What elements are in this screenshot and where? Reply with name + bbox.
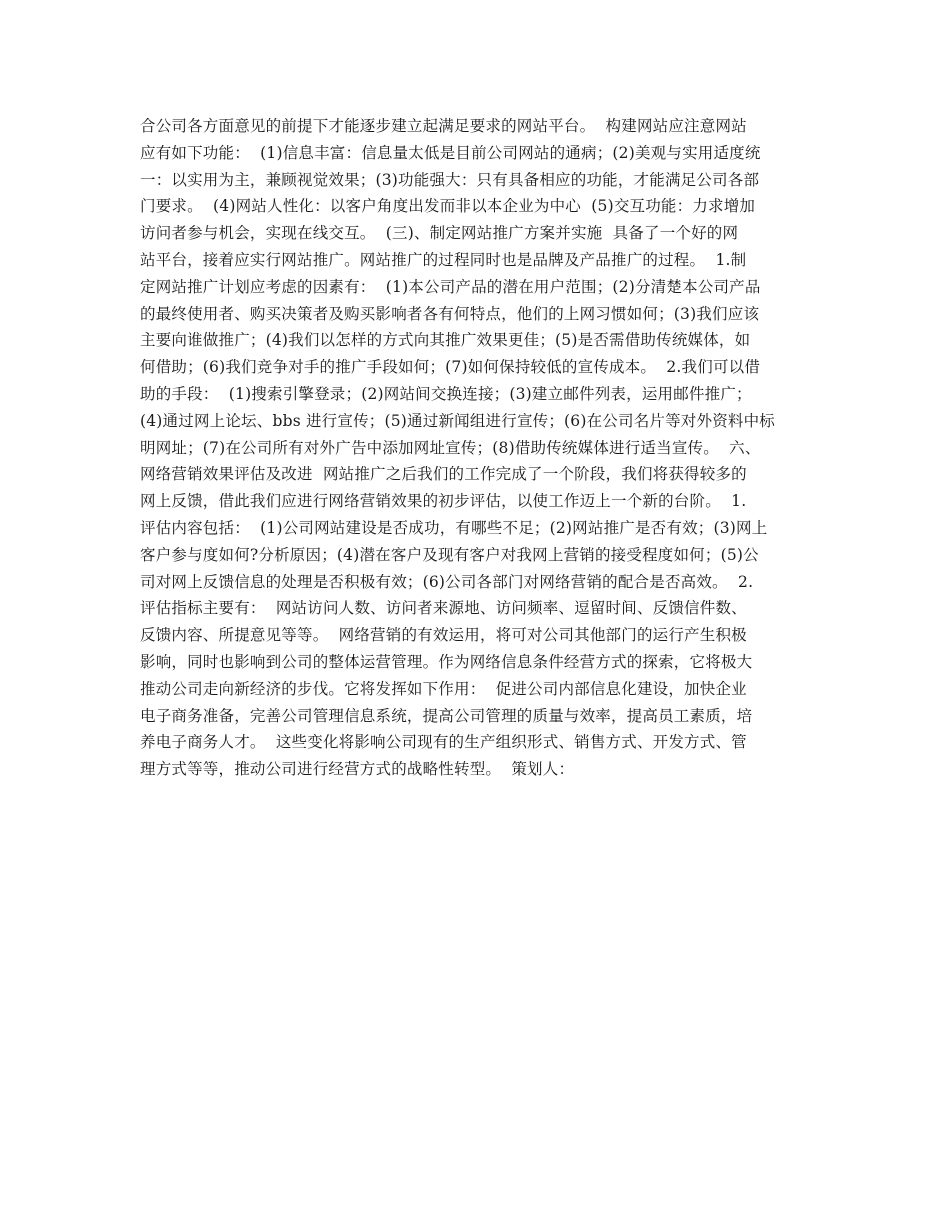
text-line: 访问者参与机会，实现在线交互。 (三)、制定网站推广方案并实施 具备了一个好的网 <box>140 224 739 243</box>
text-line: 推动公司走向新经济的步伐。它将发挥如下作用： 促进公司内部信息化建设，加快企业 <box>140 679 747 698</box>
body-text <box>140 113 812 783</box>
text-line: 网上反馈，借此我们应进行网络营销效果的初步评估，以使工作迈上一个新的台阶。 1. <box>140 492 747 511</box>
text-line: 养电子商务人才。 这些变化将影响公司现有的生产组织形式、销售方式、开发方式、管 <box>140 733 747 752</box>
text-line: 司对网上反馈信息的处理是否积极有效；(6)公司各部门对网络营销的配合是否高效。 2. <box>140 572 754 591</box>
text-line: 助的手段： (1)搜索引擎登录；(2)网站间交换连接；(3)建立邮件列表，运用邮件推广； <box>140 384 752 403</box>
text-line: 明网址；(7)在公司所有对外广告中添加网址宣传；(8)借助传统媒体进行适当宣传。 六、 <box>140 438 761 457</box>
text-line: 评估指标主要有： 网站访问人数、访问者来源地、访问频率、逗留时间、反馈信件数、 <box>140 599 747 618</box>
text-line: 客户参与度如何?分析原因；(4)潜在客户及现有客户对我网上营销的接受程度如何；(5)公 <box>140 545 759 564</box>
text-line: 评估内容包括： (1)公司网站建设是否成功，有哪些不足；(2)网站推广是否有效；(3)网上 <box>140 518 768 537</box>
text-line: 影响，同时也影响到公司的整体运营管理。作为网络信息条件经营方式的探索，它将极大 <box>140 652 753 671</box>
text-line: 门要求。 (4)网站人性化：以客户角度出发而非以本企业为中心 (5)交互功能：力求增加 <box>140 197 756 216</box>
text-line: 的最终使用者、购买决策者及购买影响者各有何特点，他们的上网习惯如何；(3)我们应该 <box>140 304 760 323</box>
text-line: 电子商务准备，完善公司管理信息系统，提高公司管理的质量与效率，提高员工素质，培 <box>140 706 753 725</box>
text-line: 网络营销效果评估及改进 网站推广之后我们的工作完成了一个阶段，我们将获得较多的 <box>140 465 747 484</box>
text-line: 反馈内容、所提意见等等。 网络营销的有效运用，将可对公司其他部门的运行产生积极 <box>140 626 747 645</box>
text-line: 合公司各方面意见的前提下才能逐步建立起满足要求的网站平台。 构建网站应注意网站 <box>140 117 747 135</box>
text-line: (4)通过网上论坛、bbs 进行宣传；(5)通过新闻组进行宣传；(6)在公司名片等对外资料中标 <box>140 411 775 430</box>
text-line: 定网站推广计划应考虑的因素有： (1)本公司产品的潜在用户范围；(2)分清楚本公司产品 <box>140 277 761 296</box>
text-line: 主要向谁做推广；(4)我们以怎样的方式向其推广效果更佳；(5)是否需借助传统媒体，如 <box>140 331 751 350</box>
text-line: 应有如下功能： (1)信息丰富：信息量太低是目前公司网站的通病；(2)美观与实用适度统 <box>140 143 761 162</box>
text-line: 一：以实用为主，兼顾视觉效果；(3)功能强大：只有具备相应的功能，才能满足公司各部 <box>140 170 760 189</box>
text-line: 理方式等等，推动公司进行经营方式的战略性转型。 策划人： <box>140 760 575 779</box>
text-line: 何借助；(6)我们竞争对手的推广手段如何；(7)如何保持较低的宣传成本。 2.我们可以借 <box>140 358 761 377</box>
text-line: 站平台，接着应实行网站推广。网站推广的过程同时也是品牌及产品推广的过程。 1.制 <box>140 250 747 269</box>
